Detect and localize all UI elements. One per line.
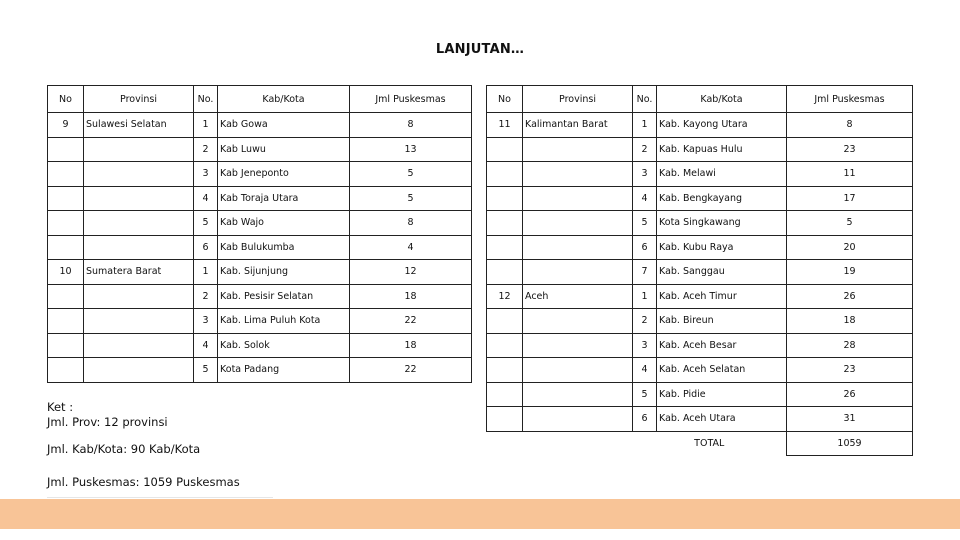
cell-jml-puskesmas: 23	[787, 137, 913, 162]
cell-no2: 6	[633, 235, 657, 260]
cell-jml-puskesmas: 18	[787, 309, 913, 334]
cell-no2: 2	[194, 137, 218, 162]
cell-no	[48, 235, 84, 260]
table-row	[487, 309, 913, 334]
cell-jml-puskesmas: 8	[350, 113, 472, 138]
cell-kab-kota: Kab. Aceh Selatan	[657, 358, 787, 383]
cell-jml-puskesmas: 18	[350, 284, 472, 309]
cell-provinsi	[523, 333, 633, 358]
footer-band	[0, 499, 960, 529]
total-spacer	[487, 431, 523, 456]
cell-no2: 4	[633, 186, 657, 211]
cell-no2: 4	[194, 333, 218, 358]
table-row	[487, 260, 913, 285]
table-row	[487, 407, 913, 432]
puskesmas-table-left	[47, 85, 472, 383]
cell-provinsi: Aceh	[523, 284, 633, 309]
cell-no	[48, 137, 84, 162]
cell-kab-kota: Kab Wajo	[218, 211, 350, 236]
cell-no	[487, 211, 523, 236]
header-jml-puskesmas: Jml Puskesmas	[787, 86, 913, 113]
cell-jml-puskesmas: 19	[787, 260, 913, 285]
total-row	[487, 431, 913, 456]
table-row	[487, 211, 913, 236]
cell-no2: 3	[633, 333, 657, 358]
cell-provinsi	[523, 407, 633, 432]
header-kab-kota: Kab/Kota	[218, 86, 350, 113]
table-row	[48, 211, 472, 236]
cell-jml-puskesmas: 26	[787, 382, 913, 407]
cell-jml-puskesmas: 4	[350, 235, 472, 260]
table-row	[48, 186, 472, 211]
cell-no	[487, 309, 523, 334]
cell-provinsi: Sumatera Barat	[84, 260, 194, 285]
puskesmas-table-right	[486, 85, 913, 456]
cell-provinsi	[84, 137, 194, 162]
table-row	[48, 358, 472, 383]
header-kab-kota: Kab/Kota	[657, 86, 787, 113]
cell-kab-kota: Kab. Aceh Timur	[657, 284, 787, 309]
table-row	[48, 284, 472, 309]
total-label: TOTAL	[694, 438, 725, 449]
table-row	[487, 235, 913, 260]
cell-kab-kota: Kab. Lima Puluh Kota	[218, 309, 350, 334]
cell-provinsi	[84, 211, 194, 236]
cell-jml-puskesmas: 17	[787, 186, 913, 211]
cell-no2: 1	[194, 113, 218, 138]
header-provinsi: Provinsi	[84, 86, 194, 113]
table-row	[48, 235, 472, 260]
cell-no	[487, 186, 523, 211]
notes-jml-kab: Jml. Kab/Kota: 90 Kab/Kota	[47, 442, 201, 456]
cell-no	[48, 333, 84, 358]
cell-no2: 4	[633, 358, 657, 383]
cell-provinsi	[523, 186, 633, 211]
cell-jml-puskesmas: 5	[787, 211, 913, 236]
cell-no	[48, 284, 84, 309]
cell-no2: 2	[633, 137, 657, 162]
cell-jml-puskesmas: 22	[350, 358, 472, 383]
cell-jml-puskesmas: 23	[787, 358, 913, 383]
page-title: LANJUTAN…	[435, 42, 525, 57]
cell-no2: 4	[194, 186, 218, 211]
cell-jml-puskesmas: 11	[787, 162, 913, 187]
table-header-row	[48, 86, 472, 113]
table-row	[487, 186, 913, 211]
cell-no2: 1	[633, 113, 657, 138]
cell-provinsi	[84, 186, 194, 211]
cell-kab-kota: Kab. Bengkayang	[657, 186, 787, 211]
table-row	[48, 333, 472, 358]
cell-provinsi	[523, 309, 633, 334]
cell-no: 9	[48, 113, 84, 138]
cell-provinsi	[523, 211, 633, 236]
notes-jml-puskesmas: Jml. Puskesmas: 1059 Puskesmas	[47, 475, 240, 489]
cell-jml-puskesmas: 8	[787, 113, 913, 138]
cell-kab-kota: Kab. Aceh Besar	[657, 333, 787, 358]
cell-no	[48, 162, 84, 187]
total-spacer	[523, 431, 633, 456]
cell-no2: 3	[633, 162, 657, 187]
cell-no2: 6	[194, 235, 218, 260]
cell-no	[487, 137, 523, 162]
cell-no	[487, 333, 523, 358]
cell-provinsi	[84, 333, 194, 358]
cell-jml-puskesmas: 26	[787, 284, 913, 309]
cell-no2: 5	[633, 382, 657, 407]
notes-ket: Ket :	[47, 400, 74, 414]
cell-no2: 5	[194, 211, 218, 236]
cell-no: 12	[487, 284, 523, 309]
cell-kab-kota: Kab. Kayong Utara	[657, 113, 787, 138]
cell-provinsi	[523, 137, 633, 162]
cell-provinsi	[523, 162, 633, 187]
header-no: No	[48, 86, 84, 113]
cell-kab-kota: Kab. Solok	[218, 333, 350, 358]
table-row	[487, 113, 913, 138]
notes-divider	[47, 497, 273, 498]
cell-kab-kota: Kab. Bireun	[657, 309, 787, 334]
table-row	[48, 137, 472, 162]
cell-no2: 6	[633, 407, 657, 432]
cell-kab-kota: Kab Gowa	[218, 113, 350, 138]
cell-no	[487, 162, 523, 187]
cell-provinsi	[523, 358, 633, 383]
cell-no2: 1	[633, 284, 657, 309]
cell-no: 10	[48, 260, 84, 285]
cell-kab-kota: Kab. Pesisir Selatan	[218, 284, 350, 309]
cell-kab-kota: Kota Singkawang	[657, 211, 787, 236]
cell-no2: 5	[633, 211, 657, 236]
table-body-right	[487, 113, 913, 432]
cell-provinsi	[523, 260, 633, 285]
cell-jml-puskesmas: 13	[350, 137, 472, 162]
cell-provinsi	[84, 358, 194, 383]
table-row	[48, 113, 472, 138]
cell-no2: 2	[194, 284, 218, 309]
cell-provinsi	[523, 382, 633, 407]
cell-no2: 5	[194, 358, 218, 383]
cell-provinsi	[84, 309, 194, 334]
cell-jml-puskesmas: 22	[350, 309, 472, 334]
table-row	[48, 162, 472, 187]
cell-provinsi	[84, 162, 194, 187]
cell-provinsi	[84, 284, 194, 309]
header-no2: No.	[633, 86, 657, 113]
cell-kab-kota: Kab Luwu	[218, 137, 350, 162]
table-row	[487, 333, 913, 358]
cell-kab-kota: Kab. Pidie	[657, 382, 787, 407]
cell-kab-kota: Kab. Melawi	[657, 162, 787, 187]
cell-kab-kota: Kab. Sijunjung	[218, 260, 350, 285]
cell-kab-kota: Kab Bulukumba	[218, 235, 350, 260]
cell-jml-puskesmas: 20	[787, 235, 913, 260]
table-row	[487, 284, 913, 309]
table-row	[487, 137, 913, 162]
cell-no	[487, 407, 523, 432]
table-body-left	[48, 113, 472, 383]
cell-jml-puskesmas: 5	[350, 162, 472, 187]
header-provinsi: Provinsi	[523, 86, 633, 113]
cell-kab-kota: Kab. Kubu Raya	[657, 235, 787, 260]
cell-kab-kota: Kab. Kapuas Hulu	[657, 137, 787, 162]
header-jml-puskesmas: Jml Puskesmas	[350, 86, 472, 113]
cell-no	[48, 211, 84, 236]
table-row	[48, 260, 472, 285]
cell-no	[487, 235, 523, 260]
notes-block	[47, 400, 240, 490]
cell-no	[48, 309, 84, 334]
table-row	[48, 309, 472, 334]
cell-jml-puskesmas: 18	[350, 333, 472, 358]
cell-no2: 1	[194, 260, 218, 285]
cell-no	[48, 358, 84, 383]
cell-provinsi	[523, 235, 633, 260]
table-header-row	[487, 86, 913, 113]
cell-jml-puskesmas: 12	[350, 260, 472, 285]
cell-jml-puskesmas: 31	[787, 407, 913, 432]
cell-provinsi	[84, 235, 194, 260]
cell-kab-kota: Kab Toraja Utara	[218, 186, 350, 211]
header-no: No	[487, 86, 523, 113]
notes-jml-prov: Jml. Prov: 12 provinsi	[47, 415, 168, 429]
cell-no	[487, 382, 523, 407]
cell-provinsi: Sulawesi Selatan	[84, 113, 194, 138]
table-row	[487, 382, 913, 407]
cell-jml-puskesmas: 8	[350, 211, 472, 236]
cell-kab-kota: Kab Jeneponto	[218, 162, 350, 187]
cell-no	[487, 260, 523, 285]
cell-no2: 2	[633, 309, 657, 334]
cell-no	[487, 358, 523, 383]
cell-kab-kota: Kota Padang	[218, 358, 350, 383]
cell-no2: 3	[194, 309, 218, 334]
cell-kab-kota: Kab. Sanggau	[657, 260, 787, 285]
cell-jml-puskesmas: 28	[787, 333, 913, 358]
cell-no2: 3	[194, 162, 218, 187]
table-row	[487, 358, 913, 383]
cell-no2: 7	[633, 260, 657, 285]
cell-kab-kota: Kab. Aceh Utara	[657, 407, 787, 432]
cell-jml-puskesmas: 5	[350, 186, 472, 211]
table-row	[487, 162, 913, 187]
cell-no: 11	[487, 113, 523, 138]
cell-no	[48, 186, 84, 211]
total-value: 1059	[787, 431, 913, 456]
cell-provinsi: Kalimantan Barat	[523, 113, 633, 138]
header-no2: No.	[194, 86, 218, 113]
